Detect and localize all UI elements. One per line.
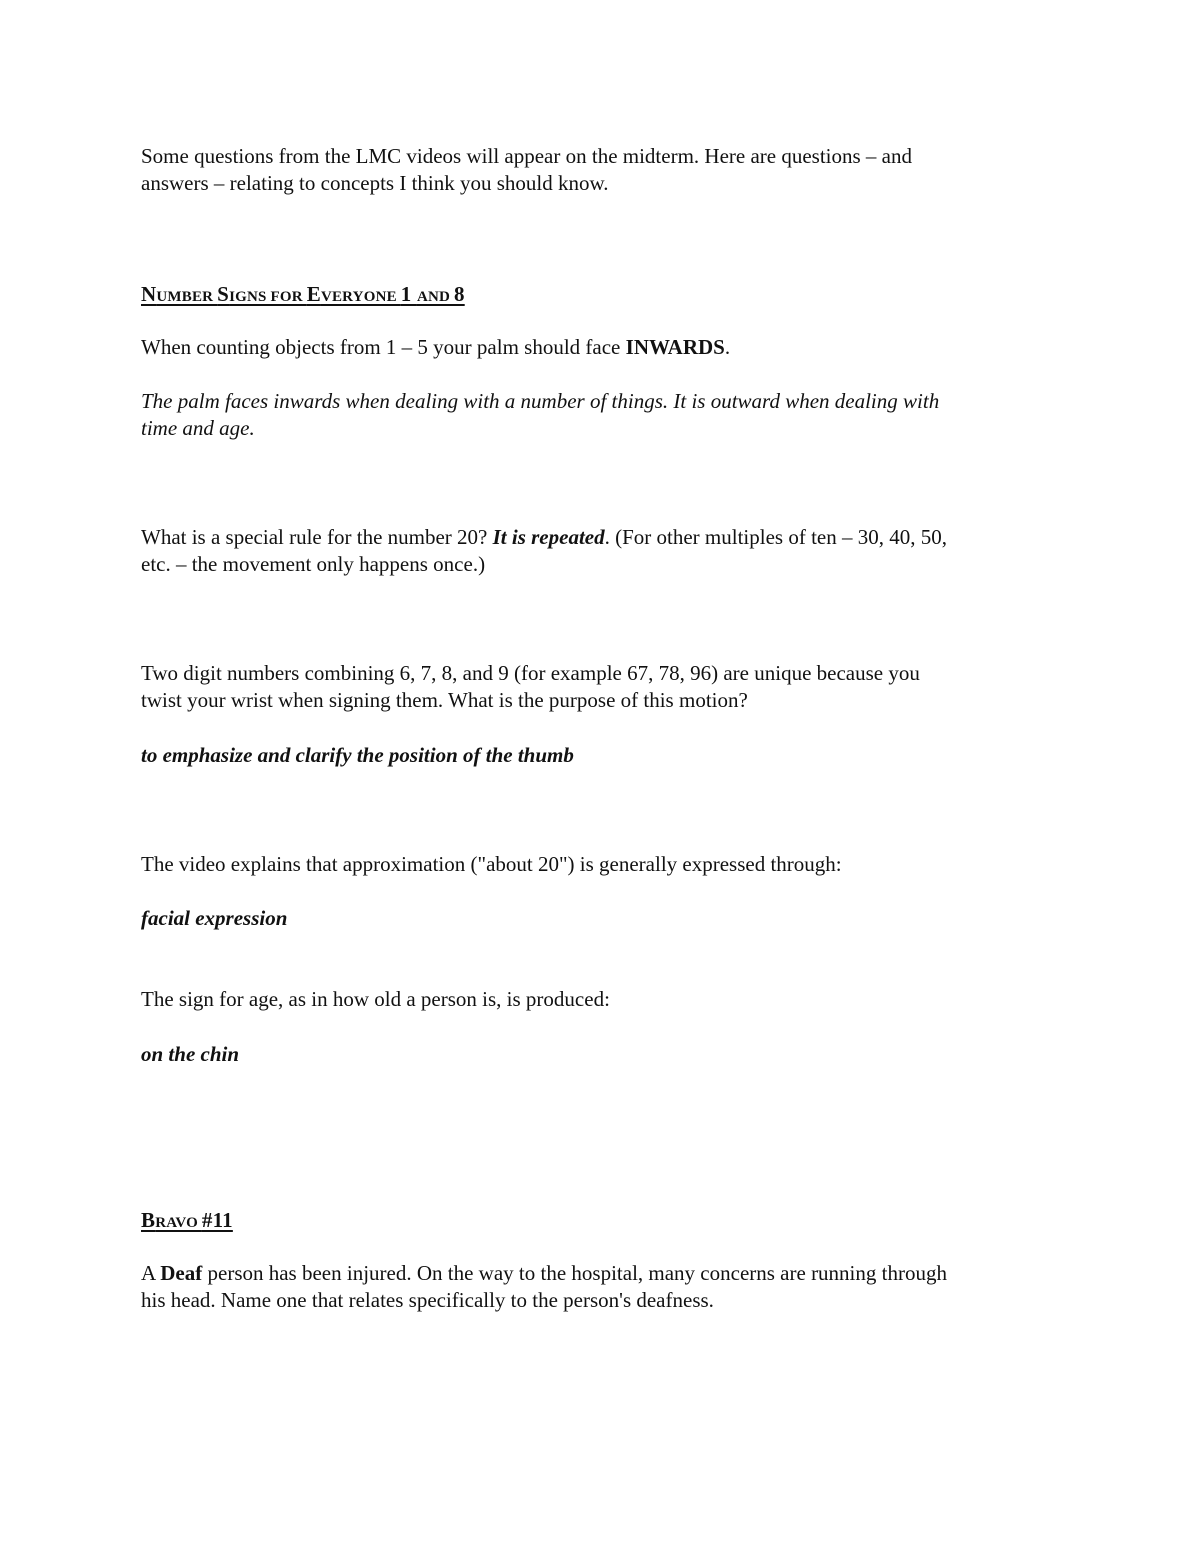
question-line-2: etc. – the movement only happens once.) — [141, 552, 486, 576]
question-text: When counting objects from 1 – 5 your palm should face — [141, 335, 626, 359]
heading-number: 8 — [454, 282, 465, 306]
question-text-rest: . (For other multiples of ten – 30, 40, 50, — [604, 525, 947, 549]
heading-number: 1 — [400, 282, 417, 306]
answer-line-1: The palm faces inwards when dealing with a number of things. It is outward when dealing with — [141, 389, 940, 413]
question-line-2: twist your wrist when signing them. What is the purpose of this motion? — [141, 688, 748, 712]
question-text: What is a special rule for the number 20? — [141, 525, 493, 549]
question-end: . — [724, 335, 731, 359]
heading-smallcaps: IGNS FOR — [229, 289, 307, 305]
question-approximation: The video explains that approximation ("about 20") is generally expressed through: — [141, 852, 842, 876]
question-age-sign: The sign for age, as in how old a person is, is produced: — [141, 987, 610, 1011]
heading-cap: S — [217, 282, 230, 306]
answer-age-sign: on the chin — [141, 1042, 240, 1066]
question-deaf-injured — [141, 1260, 1061, 1314]
intro-line-2: answers – relating to concepts I think you should know. — [141, 171, 609, 195]
heading-smallcaps: AND — [416, 289, 454, 305]
heading-cap: B — [141, 1208, 156, 1232]
answer-line-2: time and age. — [141, 416, 255, 440]
question-line-1: Two digit numbers combining 6, 7, 8, and 9 (for example 67, 78, 96) are unique because you — [141, 661, 920, 685]
answer-palm-direction — [141, 388, 1061, 442]
answer-twist-wrist: to emphasize and clarify the position of the thumb — [141, 743, 574, 767]
emphasis-bold: Deaf — [160, 1261, 203, 1285]
answer-approximation: facial expression — [141, 906, 288, 930]
question-palm-direction — [141, 334, 1061, 361]
intro-paragraph — [141, 143, 1061, 197]
intro-line-1: Some questions from the LMC videos will appear on the midterm. Here are questions – and — [141, 144, 913, 168]
question-twist-wrist — [141, 660, 1061, 714]
question-number-20 — [141, 524, 1061, 578]
question-text-rest: person has been injured. On the way to the hospital, many concerns are running through — [202, 1261, 947, 1285]
heading-smallcaps: VERYONE — [320, 289, 401, 305]
question-text: A — [141, 1261, 161, 1285]
heading-smallcaps: UMBER — [156, 289, 218, 305]
emphasis-bold: INWARDS — [625, 335, 725, 359]
inline-answer: It is repeated — [492, 525, 605, 549]
heading-smallcaps: RAVO — [155, 1215, 202, 1231]
section-heading-bravo — [141, 1207, 1061, 1237]
heading-cap: E — [306, 282, 321, 306]
heading-cap: N — [141, 282, 157, 306]
question-line-2: his head. Name one that relates specifically to the person's deafness. — [141, 1288, 714, 1312]
section-heading-number-signs — [141, 281, 1061, 311]
heading-number: #11 — [201, 1208, 233, 1232]
